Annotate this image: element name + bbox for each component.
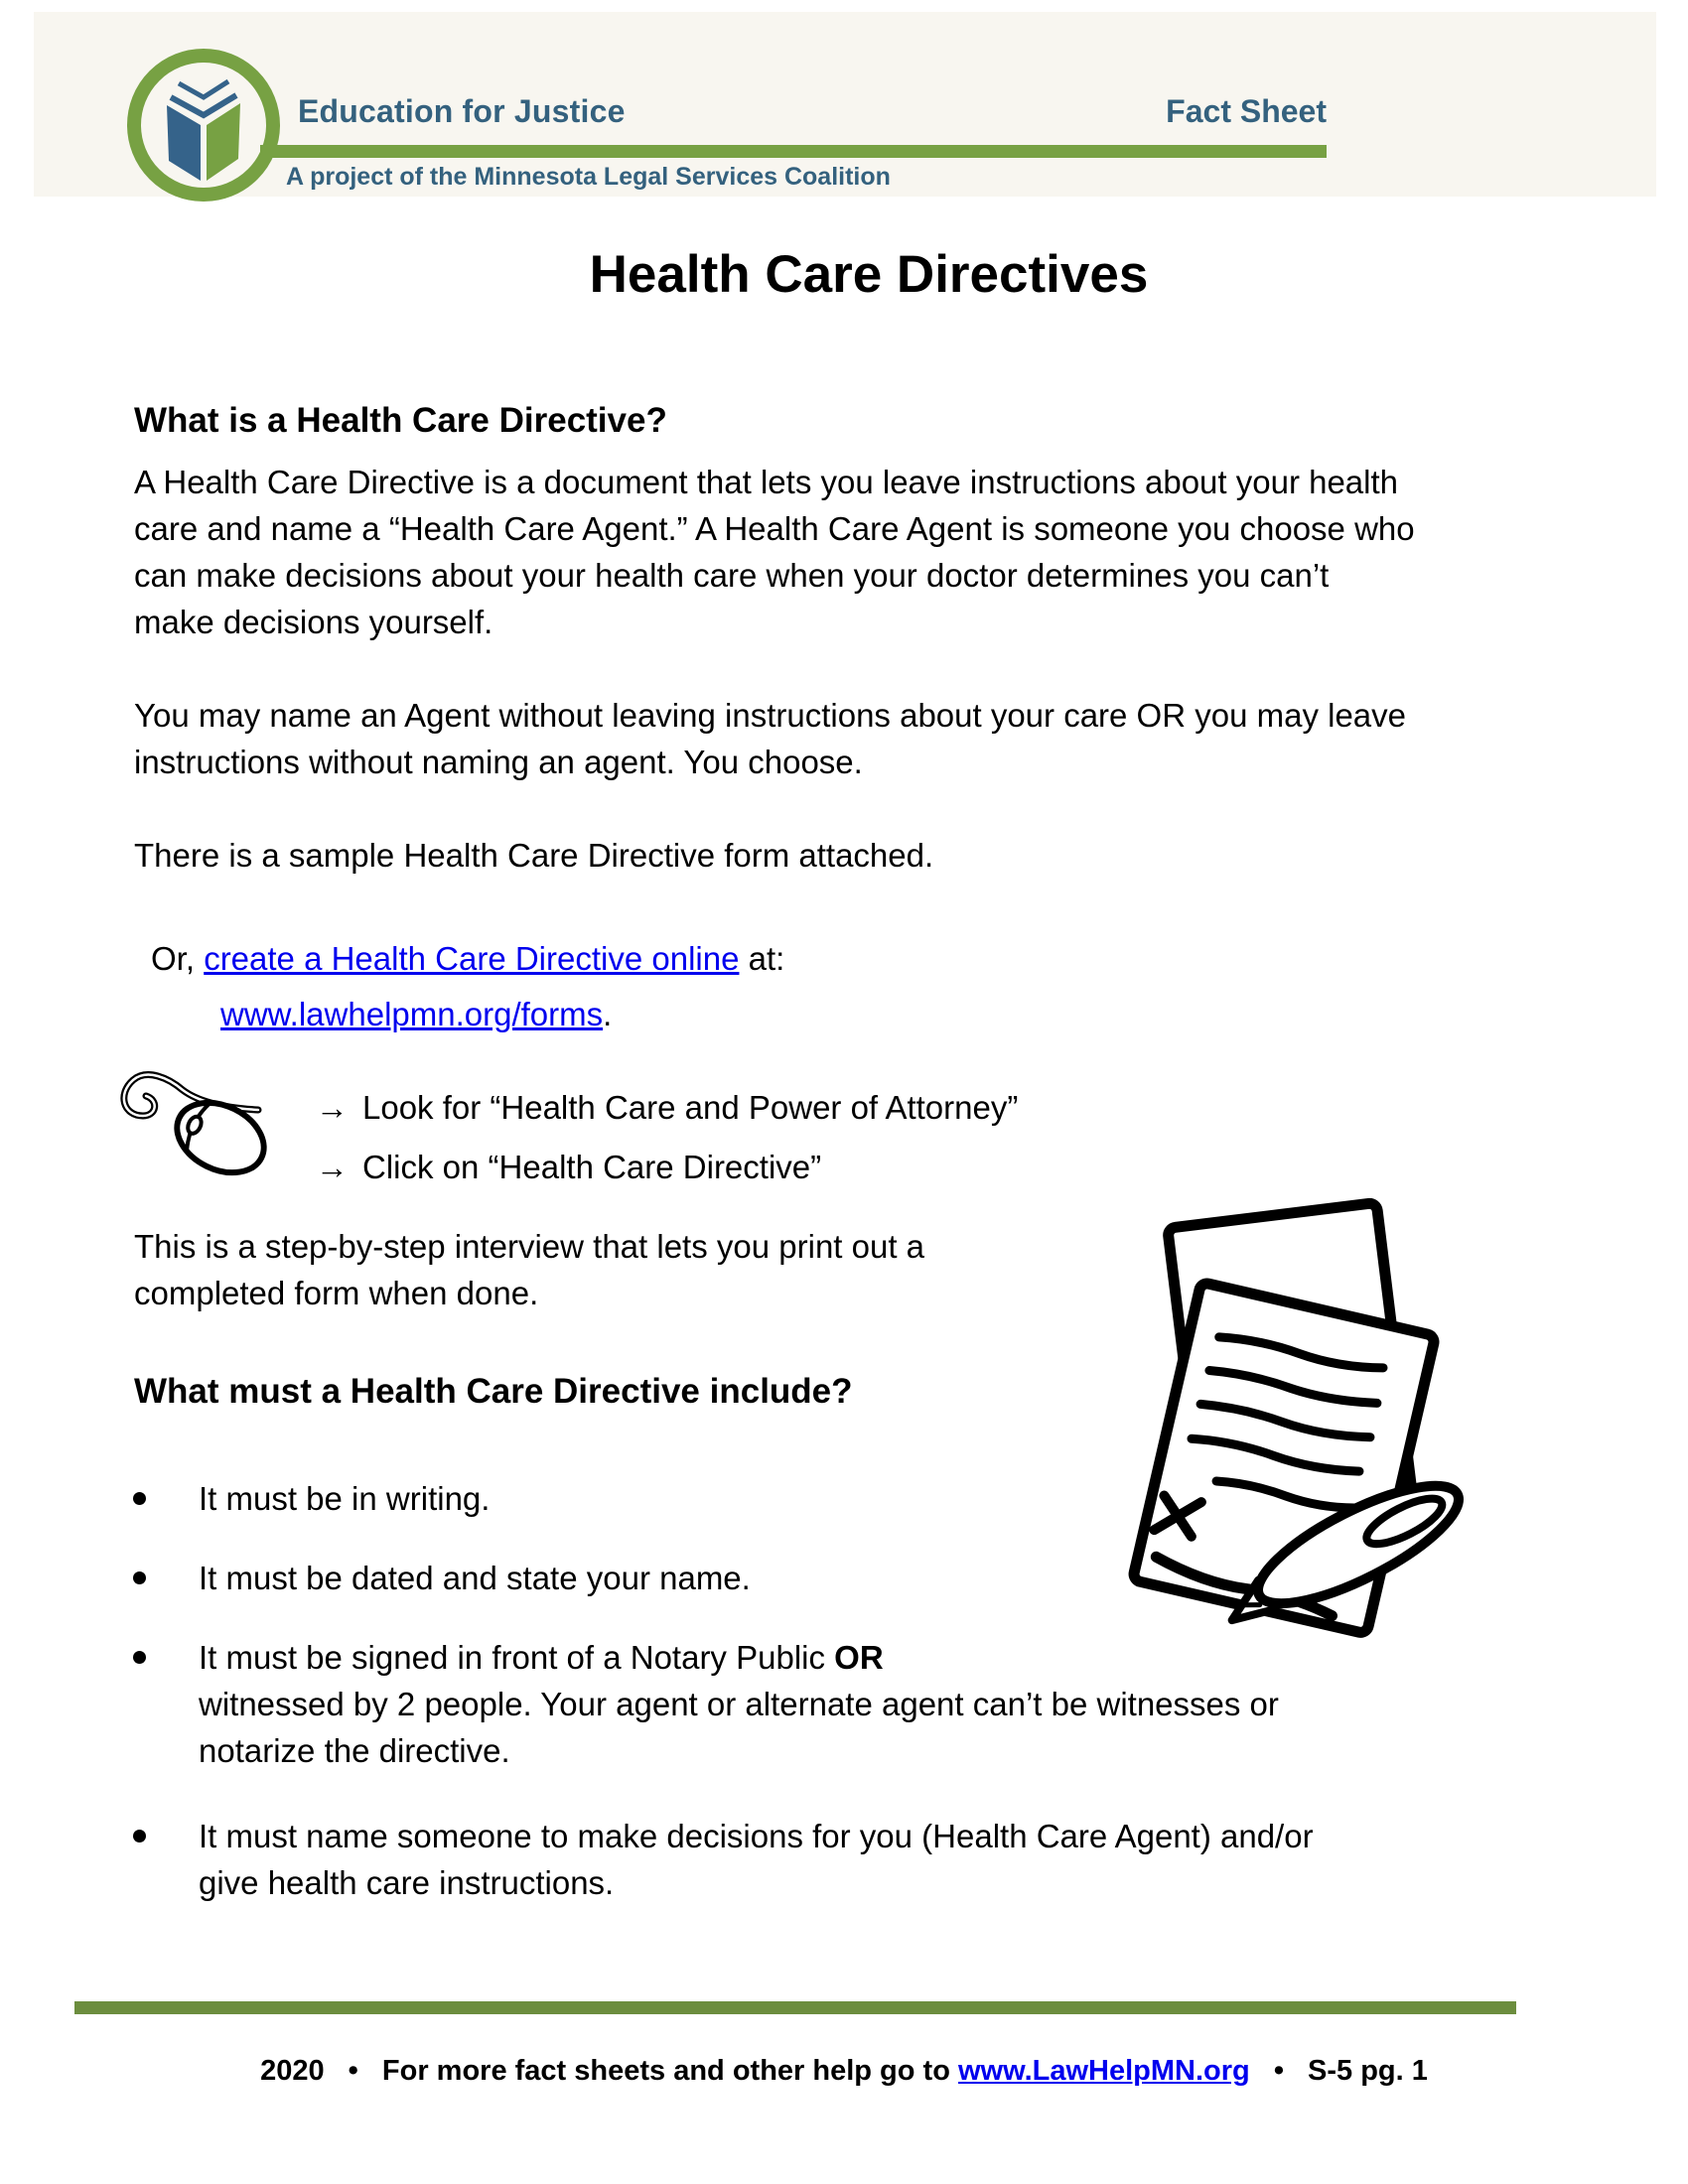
paragraph-definition <box>134 459 1415 645</box>
paragraph-interview <box>134 1223 924 1316</box>
education-for-justice-logo-icon <box>119 40 288 208</box>
bullet-dot-icon <box>133 1571 146 1584</box>
footer-lawhelpmn-link[interactable]: www.LawHelpMN.org <box>957 2055 1250 2087</box>
footer-separator: • <box>1273 2055 1284 2087</box>
bullet-text <box>199 1634 1279 1774</box>
right-arrow-icon: → <box>316 1149 349 1185</box>
text-line: There is a sample Health Care Directive form attached. <box>134 837 934 874</box>
brand-name: Education for Justice <box>298 93 626 129</box>
footer-year: 2020 <box>260 2055 325 2087</box>
book-right-cover <box>207 103 240 181</box>
section-heading-must-include: What must a Health Care Directive include? <box>134 1372 853 1411</box>
bullet-dot-icon <box>133 1830 146 1843</box>
bullet-item-dated <box>131 1555 751 1601</box>
text-line: instructions without naming an agent. You choose. <box>134 744 863 780</box>
text-line: It must be signed in front of a Notary Public OR <box>199 1639 884 1676</box>
url-line <box>220 991 612 1037</box>
bullet-item-name-agent <box>131 1813 1314 1906</box>
online-option-line <box>151 935 784 982</box>
text-line: notarize the directive. <box>199 1732 510 1769</box>
step-text: Click on “Health Care Directive” <box>362 1149 822 1185</box>
footer-text: For more fact sheets and other help go to <box>381 2055 950 2087</box>
section-heading-what-is: What is a Health Care Directive? <box>134 401 667 440</box>
text-line: completed form when done. <box>134 1275 539 1311</box>
step-click-on <box>316 1144 821 1190</box>
book-left-cover <box>167 105 201 181</box>
step-text: Look for “Health Care and Power of Attorney” <box>362 1089 1019 1126</box>
text-line: A Health Care Directive is a document that lets you leave instructions about your health <box>134 464 1399 500</box>
text-line: You may name an Agent without leaving instructions about your care OR you may leave <box>134 697 1407 734</box>
bold-or: OR <box>834 1639 884 1676</box>
doc-type-label: Fact Sheet <box>1166 93 1327 129</box>
computer-mouse-icon <box>99 1048 276 1179</box>
bullet-item-writing <box>131 1475 490 1522</box>
text-line: It must name someone to make decisions for you (Health Care Agent) and/or <box>199 1818 1314 1854</box>
text-line: care and name a “Health Care Agent.” A Health Care Agent is someone you choose who <box>134 510 1415 547</box>
url-period: . <box>603 996 613 1032</box>
lawhelpmn-forms-link[interactable]: www.lawhelpmn.org/forms <box>220 996 604 1032</box>
page-title: Health Care Directives <box>589 245 1149 304</box>
header-green-rule <box>260 145 1327 158</box>
text-line: give health care instructions. <box>199 1864 615 1901</box>
paragraph-name-agent <box>134 692 1406 785</box>
bullet-item-signed <box>131 1634 1279 1774</box>
paragraph-sample-form <box>134 832 933 879</box>
footer-separator: • <box>348 2055 358 2087</box>
text-line: This is a step-by-step interview that lets you print out a <box>134 1228 925 1265</box>
link-prefix: Or, <box>151 940 196 977</box>
signed-document-pen-illustration <box>1060 1187 1497 1649</box>
bullet-text: It must be dated and state your name. <box>199 1560 751 1596</box>
footer-green-rule <box>74 2001 1516 2014</box>
text-line: can make decisions about your health care when your doctor determines you can’t <box>134 557 1330 594</box>
bullet-text <box>199 1813 1314 1906</box>
footer-doc-code: S-5 pg. 1 <box>1308 2055 1428 2087</box>
text-line: witnessed by 2 people. Your agent or alternate agent can’t be witnesses or <box>199 1686 1279 1722</box>
brand-tagline: A project of the Minnesota Legal Services Coalition <box>286 163 891 191</box>
bullet-text: It must be in writing. <box>199 1480 491 1517</box>
create-directive-link[interactable]: create a Health Care Directive online <box>204 940 740 977</box>
bullet-dot-icon <box>133 1492 146 1505</box>
bullet-dot-icon <box>133 1651 146 1664</box>
footer <box>0 2055 1688 2088</box>
link-suffix: at: <box>739 940 785 977</box>
step-look-for <box>316 1084 1018 1131</box>
right-arrow-icon: → <box>316 1089 349 1126</box>
text-line: make decisions yourself. <box>134 604 493 640</box>
